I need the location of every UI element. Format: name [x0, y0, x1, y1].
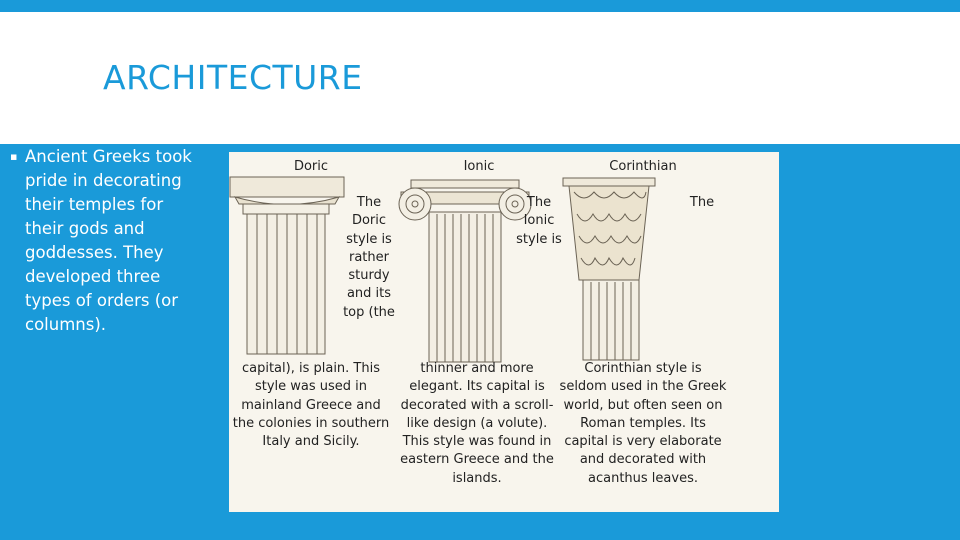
corinthian-label: Corinthian [609, 159, 677, 174]
corinthian-caption-bottom: Corinthian style is seldom used in the Greek world, but often seen on Roman temples. Its capital is very elaborate and decorated with acanthus leaves. [559, 361, 727, 486]
ionic-label: Ionic [463, 159, 495, 174]
bullet-text: Ancient Greeks took pride in decorating their temples for their gods and goddesses. They developed three types of orders (or columns). [25, 147, 192, 334]
ionic-caption-top: The Ionic style is [516, 195, 562, 247]
ionic-caption-bottom: thinner and more elegant. Its capital is decorated with a scroll-like design (a volute). This style was found in eastern Greece and the islands. [400, 361, 554, 486]
doric-caption-bottom: capital), is plain. This style was used in mainland Greece and the colonies in southern Italy and Sicily. [232, 361, 390, 450]
corinthian-caption-top: The [689, 195, 715, 210]
bullet-icon: ▪ [10, 150, 18, 163]
doric-label: Doric [293, 159, 329, 174]
doric-caption-top: The Doric style is rather sturdy and its top (the [343, 195, 395, 320]
corinthian-column [563, 178, 655, 360]
doric-column [230, 177, 344, 354]
greek-columns-figure [229, 152, 779, 512]
slide-title: ARCHITECTURE [103, 58, 363, 97]
top-accent-bar [0, 0, 960, 12]
ionic-column [399, 180, 531, 362]
